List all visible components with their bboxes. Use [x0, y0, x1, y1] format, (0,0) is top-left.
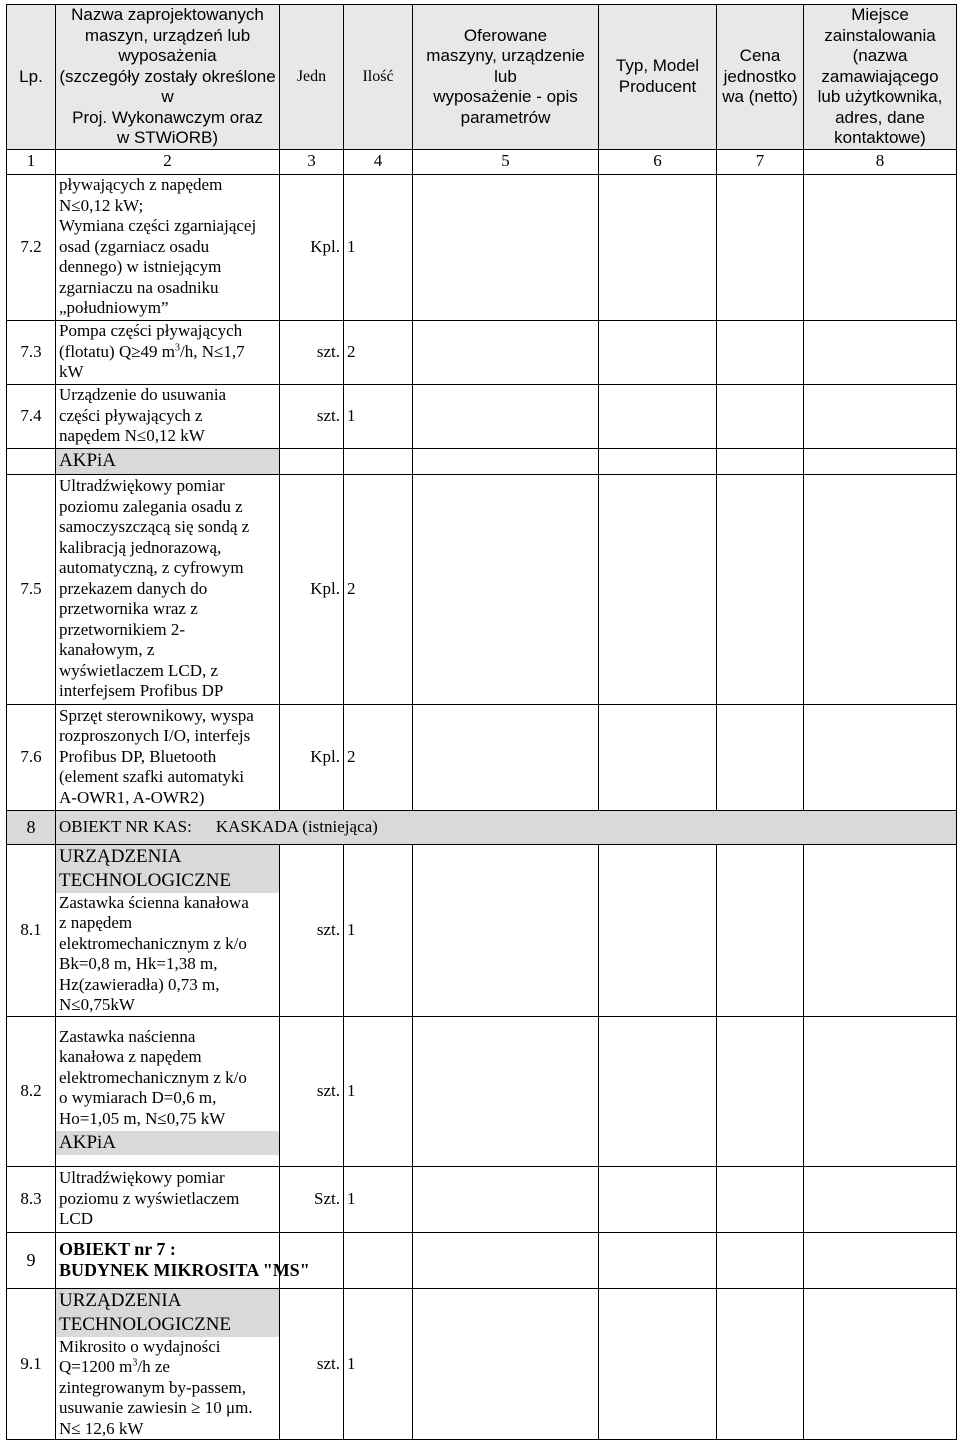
- row-jedn: Kpl.: [280, 704, 344, 810]
- section-lp: 9: [7, 1232, 56, 1288]
- row-ilosc: 2: [344, 320, 413, 384]
- miejsce-cell[interactable]: [804, 384, 957, 448]
- oferowane-cell[interactable]: [413, 384, 599, 448]
- typ-model-cell[interactable]: [599, 704, 717, 810]
- table-row: [7, 320, 957, 384]
- row-lp: 7.2: [7, 174, 56, 320]
- row-ilosc: 2: [344, 474, 413, 704]
- row-description: URZĄDZENIA TECHNOLOGICZNE Mikrosito o wydajności Q=1200 $m^3/h$ ze zintegrowanym by-passem, usuwanie zawiesin ≥ 10 μm. N≤ 12,6 kW: [56, 1288, 280, 1440]
- miejsce-cell[interactable]: [804, 844, 957, 1016]
- header-nazwa: Nazwa zaprojektowanych maszyn, urządzeń lub wyposażenia (szczegóły zostały określone w Proj. Wykonawczym oraz w STWiORB): [56, 5, 280, 150]
- offer-table-sheet: [6, 4, 956, 1440]
- row-jedn: Szt.: [280, 1166, 344, 1232]
- section-row: [7, 1232, 957, 1288]
- row-ilosc: 1: [344, 174, 413, 320]
- row-jedn: szt.: [280, 320, 344, 384]
- column-number-row: [7, 149, 957, 174]
- miejsce-cell[interactable]: [804, 1288, 957, 1440]
- row-description: pływających z napędem N≤0,12 kW; Wymiana części zgarniającej osad (zgarniacz osadu dennego) w istniejącym zgarniaczu na osadniku „południowym”: [56, 174, 280, 320]
- row-lp: 7.4: [7, 384, 56, 448]
- row-ilosc: 1: [344, 1166, 413, 1232]
- row-jedn: szt.: [280, 1288, 344, 1440]
- row-ilosc: 1: [344, 844, 413, 1016]
- row-ilosc: 1: [344, 384, 413, 448]
- row-jedn: Kpl.: [280, 474, 344, 704]
- row-description: Zastawka naścienna kanałowa z napędem elektromechanicznym z k/o o wymiarach D=0,6 m, Ho=1,05 m, N≤0,75 kW AKPiA: [56, 1016, 280, 1166]
- header-oferowane: Oferowane maszyny, urządzenie lub wyposażenie - opis parametrów: [413, 5, 599, 150]
- oferowane-cell[interactable]: [413, 474, 599, 704]
- cena-cell[interactable]: [717, 1166, 804, 1232]
- table-row: [7, 384, 957, 448]
- cena-cell[interactable]: [717, 174, 804, 320]
- header-cena: Cena jednostko wa (netto): [717, 5, 804, 150]
- row-lp: 8.1: [7, 844, 56, 1016]
- oferowane-cell[interactable]: [413, 844, 599, 1016]
- miejsce-cell[interactable]: [804, 1166, 957, 1232]
- oferowane-cell[interactable]: [413, 320, 599, 384]
- header-ilosc: Ilość: [344, 5, 413, 150]
- equipment-table: [6, 4, 957, 1440]
- miejsce-cell[interactable]: [804, 474, 957, 704]
- cena-cell[interactable]: [717, 474, 804, 704]
- header-jedn: Jedn: [280, 5, 344, 150]
- row-lp: 8.3: [7, 1166, 56, 1232]
- row-description: Pompa części pływających (flotatu) Q≥49 $m^3/h$, N≤1,7 kW: [56, 320, 280, 384]
- column-number: 4: [344, 149, 413, 174]
- row-ilosc: 2: [344, 704, 413, 810]
- section-lp: 8: [7, 810, 56, 844]
- column-number: 3: [280, 149, 344, 174]
- row-description: Ultradźwiękowy pomiar poziomu zalegania osadu z samoczyszczącą się sondą z kalibracją jednorazową, automatyczną, z cyfrowym przekazem danych do przetwornika wraz z przetwornikiem 2- kanałowym, z wyświetlaczem LCD, z interfejsem Profibus DP: [56, 474, 280, 704]
- column-number: 2: [56, 149, 280, 174]
- table-row: [7, 474, 957, 704]
- column-number: 1: [7, 149, 56, 174]
- subheading-akpia: AKPiA: [56, 448, 280, 474]
- oferowane-cell[interactable]: [413, 174, 599, 320]
- oferowane-cell[interactable]: [413, 1166, 599, 1232]
- cena-cell[interactable]: [717, 704, 804, 810]
- table-row: [7, 1166, 957, 1232]
- oferowane-cell[interactable]: [413, 1016, 599, 1166]
- cena-cell[interactable]: [717, 1016, 804, 1166]
- row-ilosc: 1: [344, 1016, 413, 1166]
- row-lp: 9.1: [7, 1288, 56, 1440]
- row-description: Ultradźwiękowy pomiar poziomu z wyświetlaczem LCD: [56, 1166, 280, 1232]
- column-number: 7: [717, 149, 804, 174]
- subheading-row: [7, 448, 957, 474]
- table-row: [7, 1016, 957, 1166]
- header-row: [7, 5, 957, 150]
- typ-model-cell[interactable]: [599, 320, 717, 384]
- section-title: OBIEKT NR KAS: KASKADA (istniejąca): [56, 810, 957, 844]
- subheading-akpia: AKPiA: [56, 1131, 279, 1155]
- row-description: Sprzęt sterownikowy, wyspa rozproszonych I/O, interfejs Profibus DP, Bluetooth (element szafki automatyki A-OWR1, A-OWR2): [56, 704, 280, 810]
- table-row: [7, 174, 957, 320]
- typ-model-cell[interactable]: [599, 384, 717, 448]
- miejsce-cell[interactable]: [804, 174, 957, 320]
- cena-cell[interactable]: [717, 844, 804, 1016]
- header-typ-model: Typ, Model Producent: [599, 5, 717, 150]
- subheading-urzadzenia: URZĄDZENIA TECHNOLOGICZNE: [56, 1289, 279, 1337]
- section-title: OBIEKT nr 7 : BUDYNEK MIKROSITA "MS": [56, 1232, 280, 1288]
- row-ilosc: 1: [344, 1288, 413, 1440]
- cena-cell[interactable]: [717, 384, 804, 448]
- typ-model-cell[interactable]: [599, 1166, 717, 1232]
- header-miejsce: Miejsce zainstalowania (nazwa zamawiającego lub użytkownika, adres, dane kontaktowe): [804, 5, 957, 150]
- row-lp: 7.3: [7, 320, 56, 384]
- header-lp: Lp.: [7, 5, 56, 150]
- miejsce-cell[interactable]: [804, 1016, 957, 1166]
- column-number: 8: [804, 149, 957, 174]
- section-row: [7, 810, 957, 844]
- table-row: [7, 1288, 957, 1440]
- row-lp: 7.5: [7, 474, 56, 704]
- column-number: 6: [599, 149, 717, 174]
- subheading-urzadzenia: URZĄDZENIA TECHNOLOGICZNE: [56, 845, 279, 893]
- oferowane-cell[interactable]: [413, 704, 599, 810]
- typ-model-cell[interactable]: [599, 474, 717, 704]
- table-row: [7, 844, 957, 1016]
- miejsce-cell[interactable]: [804, 704, 957, 810]
- row-lp: 7.6: [7, 704, 56, 810]
- row-jedn: Kpl.: [280, 174, 344, 320]
- row-jedn: szt.: [280, 844, 344, 1016]
- row-jedn: szt.: [280, 1016, 344, 1166]
- oferowane-cell[interactable]: [413, 1288, 599, 1440]
- miejsce-cell[interactable]: [804, 320, 957, 384]
- column-number: 5: [413, 149, 599, 174]
- typ-model-cell[interactable]: [599, 1288, 717, 1440]
- row-lp: 8.2: [7, 1016, 56, 1166]
- table-row: [7, 704, 957, 810]
- row-jedn: szt.: [280, 384, 344, 448]
- row-description: URZĄDZENIA TECHNOLOGICZNE Zastawka ścienna kanałowa z napędem elektromechanicznym z k/o Bk=0,8 m, Hk=1,38 m, Hz(zawieradła) 0,73 m, N≤0,75kW: [56, 844, 280, 1016]
- typ-model-cell[interactable]: [599, 174, 717, 320]
- row-description: Urządzenie do usuwania części pływających z napędem N≤0,12 kW: [56, 384, 280, 448]
- cena-cell[interactable]: [717, 320, 804, 384]
- typ-model-cell[interactable]: [599, 844, 717, 1016]
- typ-model-cell[interactable]: [599, 1016, 717, 1166]
- cena-cell[interactable]: [717, 1288, 804, 1440]
